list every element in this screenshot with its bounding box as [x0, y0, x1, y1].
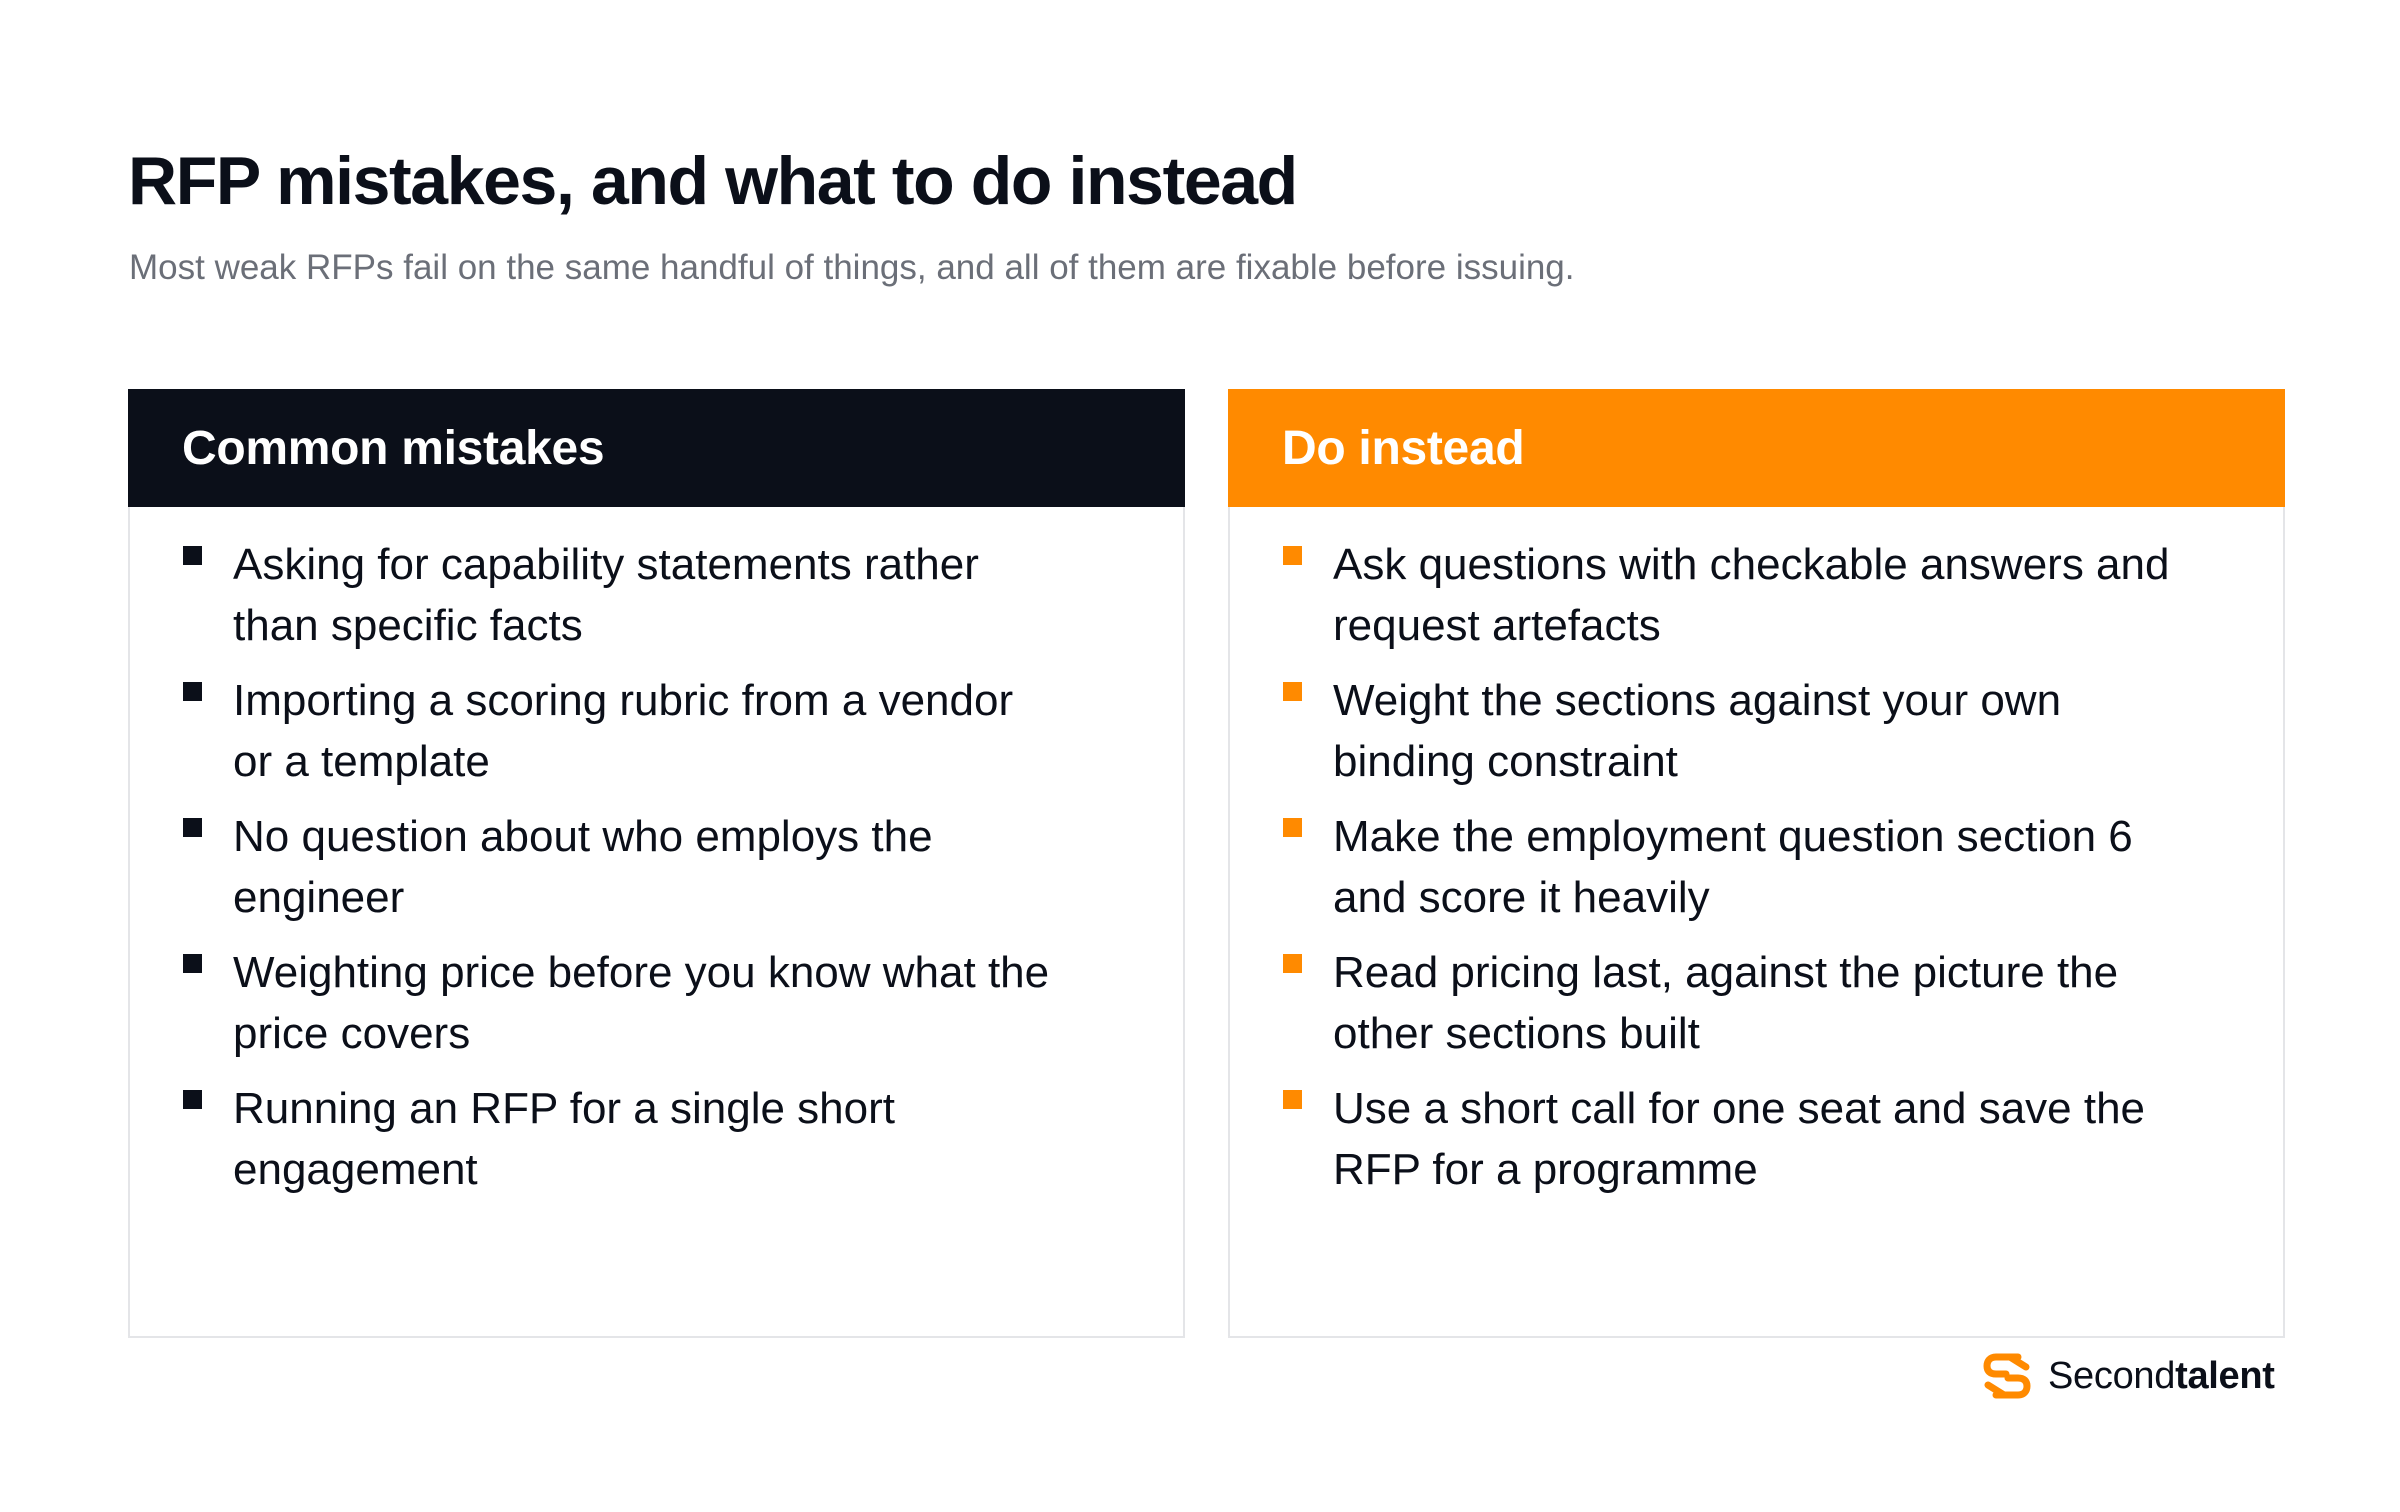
brand-name: [2048, 1355, 2275, 1398]
square-bullet-icon: [183, 954, 202, 973]
do-instead-list: [1230, 540, 2283, 1231]
square-bullet-icon: [183, 1090, 202, 1109]
square-bullet-icon: [183, 682, 202, 701]
square-bullet-icon: [183, 818, 202, 837]
list-item-text: Asking for capability statements rather than specific facts: [233, 540, 979, 650]
square-bullet-icon: [1283, 818, 1302, 837]
square-bullet-icon: [183, 546, 202, 565]
list-item-text: Make the employment question section 6 and score it heavily: [1333, 812, 2133, 922]
list-item-text: Read pricing last, against the picture the other sections built: [1333, 948, 2119, 1058]
common-mistakes-heading: Common mistakes: [128, 389, 1185, 507]
square-bullet-icon: [1283, 954, 1302, 973]
list-item-text: Running an RFP for a single short engagement: [233, 1084, 895, 1194]
list-item: [130, 534, 1183, 687]
brand-name-bold: talent: [2175, 1354, 2275, 1397]
list-item: [1230, 806, 2283, 959]
list-item-text: Weighting price before you know what the price covers: [233, 948, 1050, 1058]
common-mistakes-card: [128, 389, 1185, 1338]
list-item: [130, 670, 1183, 823]
brand-logo: [1980, 1346, 2275, 1406]
do-instead-card: [1228, 389, 2285, 1338]
list-item: [130, 942, 1183, 1095]
list-item: [1230, 670, 2283, 823]
list-item: [1230, 534, 2283, 687]
list-item: [130, 806, 1183, 959]
square-bullet-icon: [1283, 682, 1302, 701]
page-subtitle: Most weak RFPs fail on the same handful of things, and all of them are fixable before issuing.: [129, 248, 1575, 287]
secondtalent-logo-icon: [1980, 1349, 2034, 1403]
page-title: RFP mistakes, and what to do instead: [128, 143, 1297, 219]
list-item-text: Weight the sections against your own binding constraint: [1333, 676, 2062, 786]
do-instead-heading: Do instead: [1228, 389, 2285, 507]
list-item: [130, 1078, 1183, 1231]
list-item: [1230, 942, 2283, 1095]
square-bullet-icon: [1283, 546, 1302, 565]
common-mistakes-list: [130, 540, 1183, 1231]
list-item-text: Use a short call for one seat and save the RFP for a programme: [1333, 1084, 2146, 1194]
list-item: [1230, 1078, 2283, 1231]
brand-name-regular: Second: [2048, 1354, 2176, 1397]
list-item-text: Importing a scoring rubric from a vendor or a template: [233, 676, 1014, 786]
list-item-text: No question about who employs the engineer: [233, 812, 933, 922]
list-item-text: Ask questions with checkable answers and request artefacts: [1333, 540, 2170, 650]
square-bullet-icon: [1283, 1090, 1302, 1109]
